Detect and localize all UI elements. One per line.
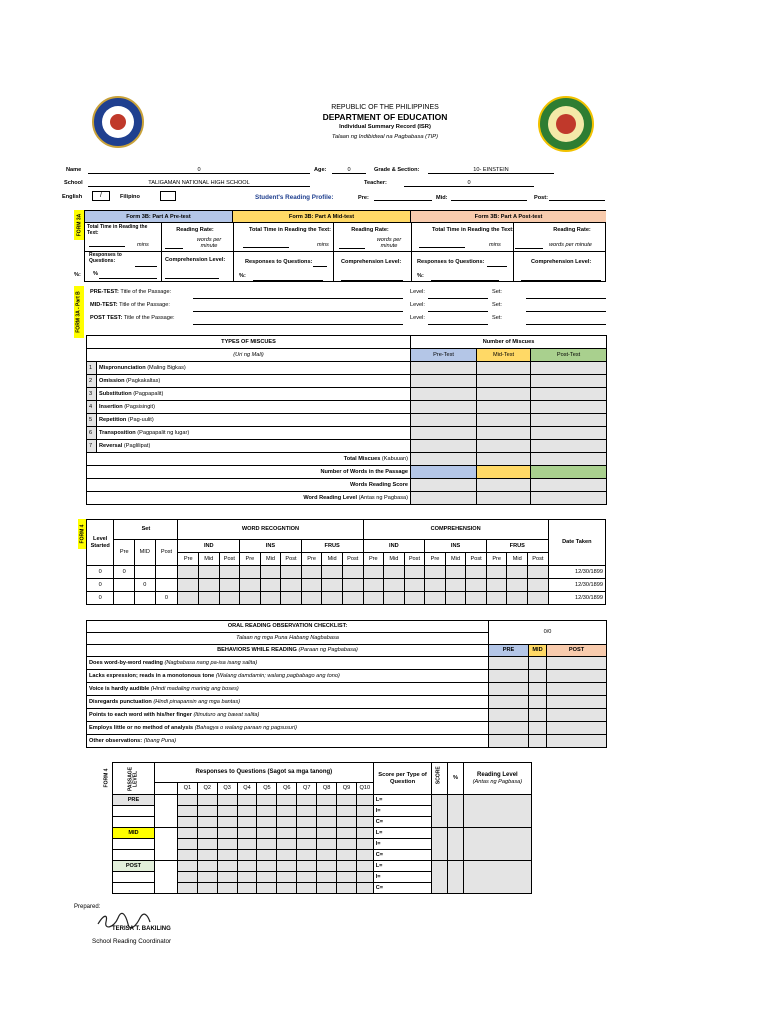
list-item: Lacks expression; reads in a monotonous tone (Walang damdamin; walang pagbabago ang tono) <box>87 670 489 683</box>
post-wpm-label: words per minute <box>549 242 592 248</box>
mid-percent-label: %: <box>239 273 246 279</box>
profile-post-label: Post: <box>534 195 548 201</box>
list-item: Other observations: (Ibang Puna) <box>87 735 489 748</box>
comprehension-header: COMPREHENSION <box>363 520 548 540</box>
list-item: Disregards punctuation (Hindi pinapansin ang mga bantas) <box>87 696 489 709</box>
pretest-level-label: Level: <box>410 289 425 295</box>
posttest-header: Form 3B: Part A Post-test <box>411 211 606 223</box>
reading-level-header: Reading Level (Antas ng Pagbasa) <box>463 763 531 795</box>
name-field[interactable]: 0 <box>88 167 310 174</box>
form-3a-part-b-sidebar: FORM 3A - Part B <box>74 286 84 338</box>
pre-responses-label: Responses to Questions: <box>89 252 122 264</box>
pretest-column-header: Pre-Test <box>411 349 477 362</box>
pre-comp-field[interactable] <box>165 273 219 279</box>
english-checkbox[interactable]: / <box>92 191 110 201</box>
word-reading-level-label: Word Reading Level (Antas ng Pagbasa) <box>87 492 411 505</box>
department-heading: DEPARTMENT OF EDUCATION <box>322 112 448 122</box>
posttest-title-field[interactable] <box>193 321 403 325</box>
profile-pre-field[interactable] <box>374 195 432 201</box>
coordinator-role: School Reading Coordinator <box>92 938 172 945</box>
mid-comp-field[interactable] <box>341 275 403 281</box>
midtest-level-label: Level: <box>410 302 425 308</box>
post-rate-field[interactable] <box>515 243 543 249</box>
filipino-label: Filipino <box>120 194 140 200</box>
passage-level-header: PASSAGE LEVEL <box>113 763 155 795</box>
table-row: 0 0 12/30/1899 <box>87 566 606 579</box>
post-rate-label: Reading Rate: <box>553 227 591 233</box>
record-subheading: Talaan ng Indibidwal na Pagbabasa (TIP) <box>331 134 439 140</box>
form-3a-sidebar: FORM 3A <box>74 210 84 240</box>
grade-field[interactable]: 10- EINSTEIN <box>428 167 554 174</box>
list-item: Employs little or no method of analysis (Bahagya o walang paraan ng pagsusuri) <box>87 722 489 735</box>
profile-post-field[interactable] <box>549 195 605 201</box>
mid-wpm-label: words per minute <box>376 237 402 250</box>
part-b-section: PRE-TEST: Title of the Passage: MID-TEST: Title of the Passage: POST TEST: Title of the Passage: Level: Level: Level: Set: Set: Set: <box>90 289 610 339</box>
date-taken-header: Date Taken <box>548 520 605 566</box>
deped-seal-icon <box>92 96 144 148</box>
number-of-miscues-header: Number of Miscues <box>411 336 607 349</box>
grade-label: Grade & Section: <box>374 167 420 173</box>
prepared-label: Prepared: <box>74 904 101 910</box>
midtest-header: Form 3B: Part A Mid-test <box>233 211 411 223</box>
table-row: 3 <box>87 388 97 401</box>
age-label: Age: <box>314 167 327 173</box>
mid-time-label: Total Time in Reading the Text: <box>248 227 332 233</box>
checklist-title: ORAL READING OBSERVATION CHECKLIST: <box>87 621 489 633</box>
checklist-subtitle: Talaan ng mga Puna Habang Nagbabasa <box>87 633 489 645</box>
midtest-passage-label: MID-TEST: <box>90 302 118 308</box>
teacher-label: Teacher: <box>364 180 387 186</box>
pre-rate-field[interactable] <box>165 243 183 249</box>
checklist-mid-header: MID <box>529 645 547 657</box>
post-mins-label: mins <box>489 242 501 248</box>
pre-rate-label: Reading Rate: <box>176 227 214 233</box>
table-row: 0 0 12/30/1899 <box>87 592 606 605</box>
school-label: School <box>64 180 83 186</box>
post-time-label: Total Time in Reading the Text: <box>431 227 515 233</box>
form-4-responses-sidebar: FORM 4 <box>102 760 110 796</box>
post-comp-label: Comprehension Level: <box>531 259 592 265</box>
checklist-ratio: 0/0 <box>489 621 607 645</box>
english-label: English <box>62 194 83 200</box>
pre-comp-label: Comprehension Level: <box>165 257 226 263</box>
midtest-set-label: Set: <box>492 302 502 308</box>
list-item: Voice is hardly audible (Hindi madaling marinig ang boses) <box>87 683 489 696</box>
midtest-set-field[interactable] <box>526 308 606 312</box>
mid-comp-label: Comprehension Level: <box>341 259 402 265</box>
pretest-title-field[interactable] <box>193 295 403 299</box>
post-row-label: POST <box>113 861 155 872</box>
post-responses-label: Responses to Questions: <box>417 259 485 265</box>
score-header: SCORE <box>432 763 448 795</box>
posttest-set-label: Set: <box>492 315 502 321</box>
coordinator-name: TERISA T. BAKILING <box>112 926 171 932</box>
form-3a-section <box>84 210 606 282</box>
teacher-field[interactable]: 0 <box>404 180 534 187</box>
mid-mins-label: mins <box>317 242 329 248</box>
age-field[interactable]: 0 <box>332 167 366 174</box>
pre-mins-label: mins <box>137 242 149 248</box>
checklist-pre-header: PRE <box>489 645 529 657</box>
posttest-level-field[interactable] <box>428 321 488 325</box>
mid-row-label: MID <box>113 828 155 839</box>
posttest-column-header: Post-Test <box>531 349 607 362</box>
profile-mid-field[interactable] <box>451 195 527 201</box>
list-item: Does word-by-word reading (Nagbabasa nang pa-isa isang salita) <box>87 657 489 670</box>
pretest-header: Form 3B: Part A Pre-test <box>85 211 233 223</box>
reading-profile-label: Student's Reading Profile: <box>255 194 334 201</box>
word-recognition-header: WORD RECOGNTION <box>178 520 363 540</box>
percent-header: % <box>448 763 464 795</box>
profile-mid-label: Mid: <box>436 195 448 201</box>
mid-rate-label: Reading Rate: <box>351 227 389 233</box>
post-time-field[interactable] <box>419 242 465 248</box>
post-responses-field[interactable] <box>487 261 507 267</box>
mid-responses-field[interactable] <box>313 261 327 267</box>
pretest-set-field[interactable] <box>526 295 606 299</box>
set-header: Set <box>114 520 178 540</box>
responses-header: Responses to Questions (Sagot sa mga tanong) <box>154 763 373 783</box>
filipino-checkbox[interactable] <box>160 191 176 201</box>
pretest-level-field[interactable] <box>428 295 488 299</box>
pre-percent-field[interactable] <box>99 273 157 279</box>
percent-outside-label: %: <box>74 272 81 278</box>
table-row: 4 <box>87 401 97 414</box>
pretest-passage-label: PRE-TEST: <box>90 289 119 295</box>
midtest-title-field[interactable] <box>193 308 403 312</box>
post-percent-field[interactable] <box>431 275 499 281</box>
table-row: 5 <box>87 414 97 427</box>
table-row: 7 <box>87 440 97 453</box>
pre-row-label: PRE <box>113 795 155 806</box>
mid-responses-label: Responses to Questions: <box>245 259 313 265</box>
table-row: 2 <box>87 375 97 388</box>
pre-wpm-label: words per minute <box>196 237 222 250</box>
post-comp-field[interactable] <box>521 275 601 281</box>
profile-pre-label: Pre: <box>358 195 369 201</box>
form-4-table: Level Started Set WORD RECOGNTION COMPREHENSION Date Taken Pre MID Post IND INS FRUS IND INS FRUS Pre Mid Post Pre Mid Post Pre Mid Post Pre Mid Post Pre Mid Post Pre Mid Post 0 0 12/30/1899 0 0 12/30/1899 0 0 12/30/1899 <box>86 519 606 605</box>
level-started-header: Level Started <box>87 520 114 566</box>
pre-percent-symbol: % <box>93 271 98 277</box>
table-row: 1 <box>87 362 97 375</box>
mid-rate-field[interactable] <box>339 243 365 249</box>
pre-time-label: Total Time in Reading the Text: <box>87 224 148 236</box>
mid-percent-field[interactable] <box>253 275 323 281</box>
responses-table: PASSAGE LEVEL Responses to Questions (Sagot sa mga tanong) Score per Type of Question SCORE % Reading Level (Antas ng Pagbasa) Q1 Q2 Q3 Q4 Q5 Q6 Q7 Q8 Q9 Q10 PRE L= I= C= MID L= I= C= POST L= I= C= <box>112 762 532 894</box>
pre-time-field[interactable] <box>89 241 125 247</box>
total-miscues-label: Total Miscues (Kabuuan) <box>87 453 411 466</box>
republic-heading: REPUBLIC OF THE PHILIPPINES <box>331 104 439 111</box>
posttest-passage-label: POST TEST: <box>90 315 123 321</box>
form-4-sidebar: FORM 4 <box>78 519 86 549</box>
posttest-level-label: Level: <box>410 315 425 321</box>
mid-time-field[interactable] <box>243 242 289 248</box>
name-label: Name <box>66 167 82 173</box>
miscues-table: TYPES OF MISCUES Number of Miscues (Uri ng Mali) Pre-Test Mid-Test Post-Test 1 Mispronunciation (Maling Bigkas) 2 Omission (Pagkakaltas) 3 Substitution (Pagpapalit) 4 Insertion (Pagsisingit) 5 Repetition (Pag-uulit) 6 Transposition (Pagpapalit ng lugar) 7 Reversal (Paglilipat) Total Miscues (Kabuuan) Number of Words in the Passage Words Reading Score Word Reading Level (Antas ng Pagbasa) <box>86 335 607 505</box>
record-heading: Individual Summary Record (ISR) <box>339 124 431 130</box>
midtest-column-header: Mid-Test <box>477 349 531 362</box>
checklist-post-header: POST <box>547 645 607 657</box>
types-of-miscues-subheader: (Uri ng Mali) <box>87 349 411 362</box>
observation-checklist-table <box>86 620 607 748</box>
score-per-type-header: Score per Type of Question <box>373 763 432 795</box>
pre-responses-field[interactable] <box>135 261 157 267</box>
post-percent-label: %: <box>417 273 424 279</box>
types-of-miscues-header: TYPES OF MISCUES <box>87 336 411 349</box>
words-in-passage-label: Number of Words in the Passage <box>87 466 411 479</box>
table-row: 6 <box>87 427 97 440</box>
pretest-set-label: Set: <box>492 289 502 295</box>
school-field[interactable]: TALIGAMAN NATIONAL HIGH SCHOOL <box>88 180 310 187</box>
word-reading-score-label: Words Reading Score <box>87 479 411 492</box>
list-item: Points to each word with his/her finger (Itinuturo ang bawat salita) <box>87 709 489 722</box>
midtest-level-field[interactable] <box>428 308 488 312</box>
posttest-set-field[interactable] <box>526 321 606 325</box>
behaviors-header: BEHAVIORS WHILE READING (Paraan ng Pagbabasa) <box>87 645 489 657</box>
school-seal-icon <box>538 96 594 152</box>
table-row: 0 0 12/30/1899 <box>87 579 606 592</box>
